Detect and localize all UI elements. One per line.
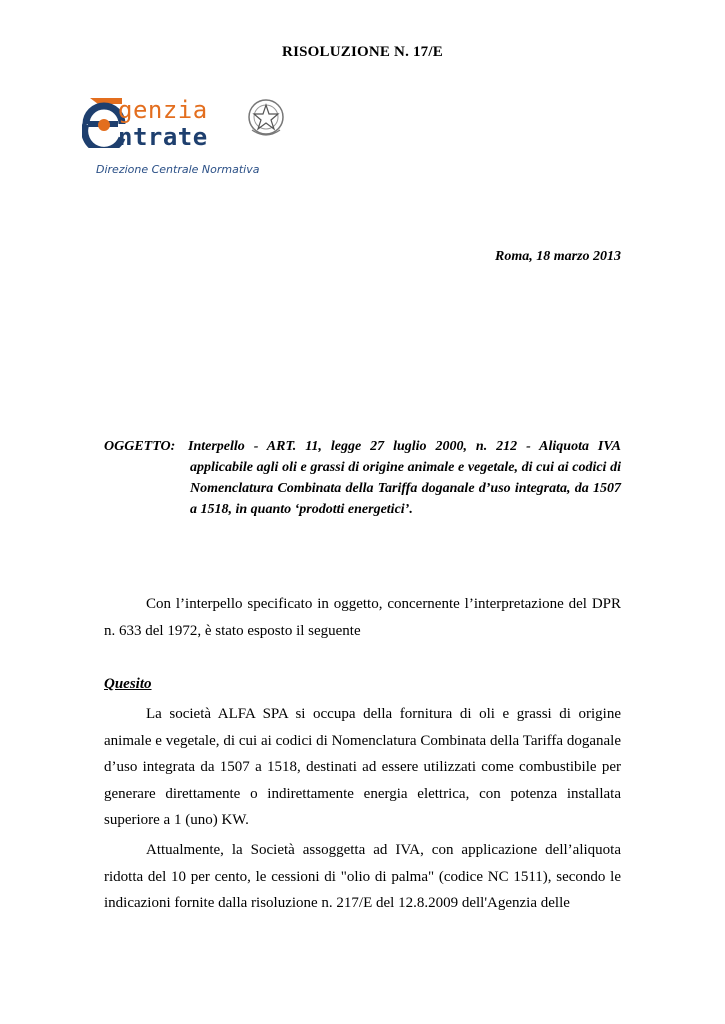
subject-continuation: applicabile agli oli e grassi di origine animale e vegetale, di cui ai codici di Nomenclatura Combinata della Tariffa doganale d’uso integrata, da 1507 a 1518, in quanto ‘prodotti energetici’.: [190, 460, 621, 517]
quesito-paragraph-1-text: La società ALFA SPA si occupa della fornitura di oli e grassi di origine animale e vegetale, di cui ai codici di Nomenclatura Combinata della Tariffa doganale d’uso integrata da 1507 a 1518, destinati ad essere utilizzati come combustibile per generare direttamente o indirettamente energia elettrica, con potenza installata superiore a 1 (uno) KW.: [104, 706, 621, 828]
intro-paragraph-text: Con l’interpello specificato in oggetto, concernente l’interpretazione del DPR n. 633 del 1972, è stato esposto il seguente: [104, 596, 621, 639]
document-title: RISOLUZIONE N. 17/E: [282, 44, 443, 60]
subject-block: [104, 436, 621, 520]
quesito-paragraph-2: [104, 837, 621, 917]
section-heading-quesito: Quesito: [104, 676, 152, 692]
intro-paragraph: [104, 591, 621, 644]
subject-first-line: Interpello - ART. 11, legge 27 luglio 2000, n. 212 - Aliquota IVA: [188, 439, 621, 454]
italian-republic-emblem-icon: [246, 96, 286, 140]
document-date: Roma, 18 marzo 2013: [494, 249, 621, 264]
logo-word-agenzia: genzia: [118, 96, 208, 124]
quesito-paragraph-1: [104, 701, 621, 834]
agency-logo: [82, 94, 292, 184]
subject-label: OGGETTO:: [104, 439, 176, 454]
quesito-paragraph-2-text: Attualmente, la Società assoggetta ad IVA, con applicazione dell’aliquota ridotta del 10 per cento, le cessioni di "olio di palma" (codice NC 1511), secondo le indicazioni fornite dalla risoluzione n. 217/E del 12.8.2009 dell'Agenzia delle: [104, 842, 621, 911]
logo-word-entrate: ntrate: [118, 123, 208, 151]
logo-subtitle: Direzione Centrale Normativa: [96, 163, 260, 176]
